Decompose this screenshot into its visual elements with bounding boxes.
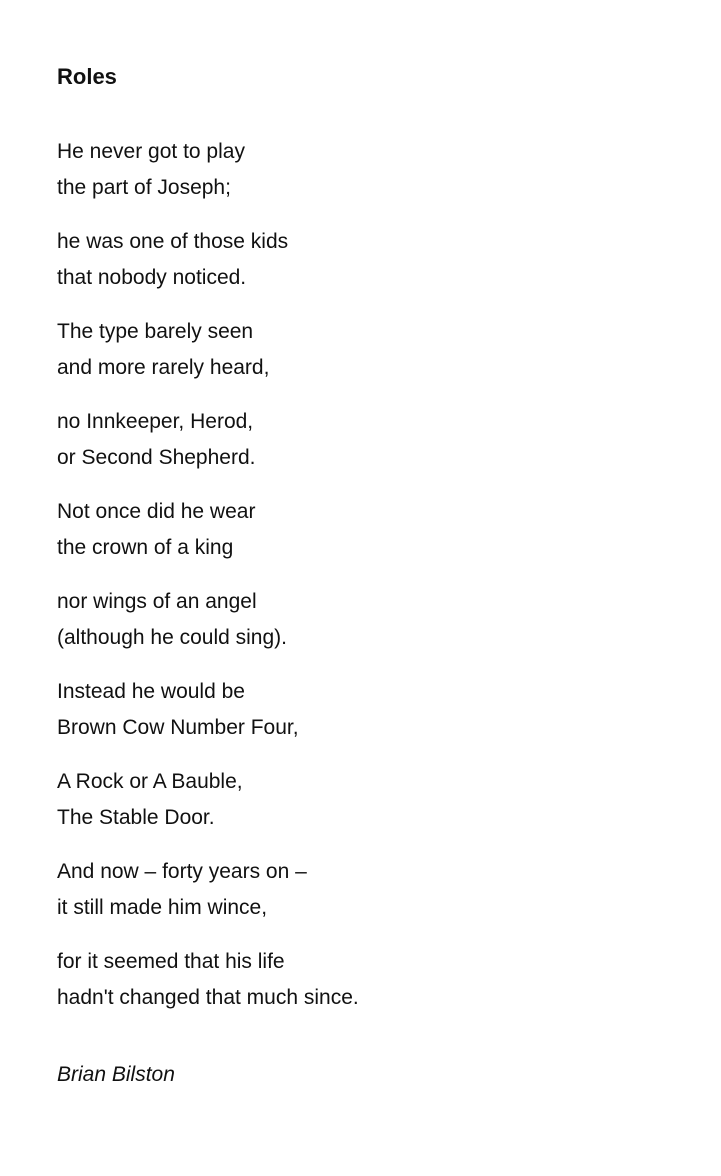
poem-line: The type barely seen <box>57 320 254 343</box>
poem-line: Brown Cow Number Four, <box>57 716 299 739</box>
poem-line: the crown of a king <box>57 536 234 559</box>
stanza <box>57 944 677 1016</box>
poem-line: it still made him wince, <box>57 896 268 919</box>
poem-line: and more rarely heard, <box>57 356 270 379</box>
author-name: Brian Bilston <box>57 1063 175 1086</box>
poem-line: hadn't changed that much since. <box>57 986 359 1009</box>
stanza <box>57 314 677 386</box>
stanza <box>57 584 677 656</box>
poem-line: Not once did he wear <box>57 500 256 523</box>
poem-line: for it seemed that his life <box>57 950 285 973</box>
poem-line: The Stable Door. <box>57 806 215 829</box>
poem-line: that nobody noticed. <box>57 266 247 289</box>
stanza <box>57 854 677 926</box>
poem-line: A Rock or A Bauble, <box>57 770 243 793</box>
poem-line: Instead he would be <box>57 680 245 703</box>
poem-body <box>57 134 677 1034</box>
stanza <box>57 674 677 746</box>
poem-line: the part of Joseph; <box>57 176 231 199</box>
poem-line: And now – forty years on – <box>57 860 307 883</box>
stanza <box>57 764 677 836</box>
poem-line: He never got to play <box>57 140 245 163</box>
stanza <box>57 224 677 296</box>
poem-line: or Second Shepherd. <box>57 446 256 469</box>
poem-line: he was one of those kids <box>57 230 289 253</box>
poem-line: nor wings of an angel <box>57 590 257 613</box>
poem-line: (although he could sing). <box>57 626 287 649</box>
stanza <box>57 404 677 476</box>
stanza <box>57 494 677 566</box>
poem-title: Roles <box>57 64 117 89</box>
poem-line: no Innkeeper, Herod, <box>57 410 254 433</box>
stanza <box>57 134 677 206</box>
